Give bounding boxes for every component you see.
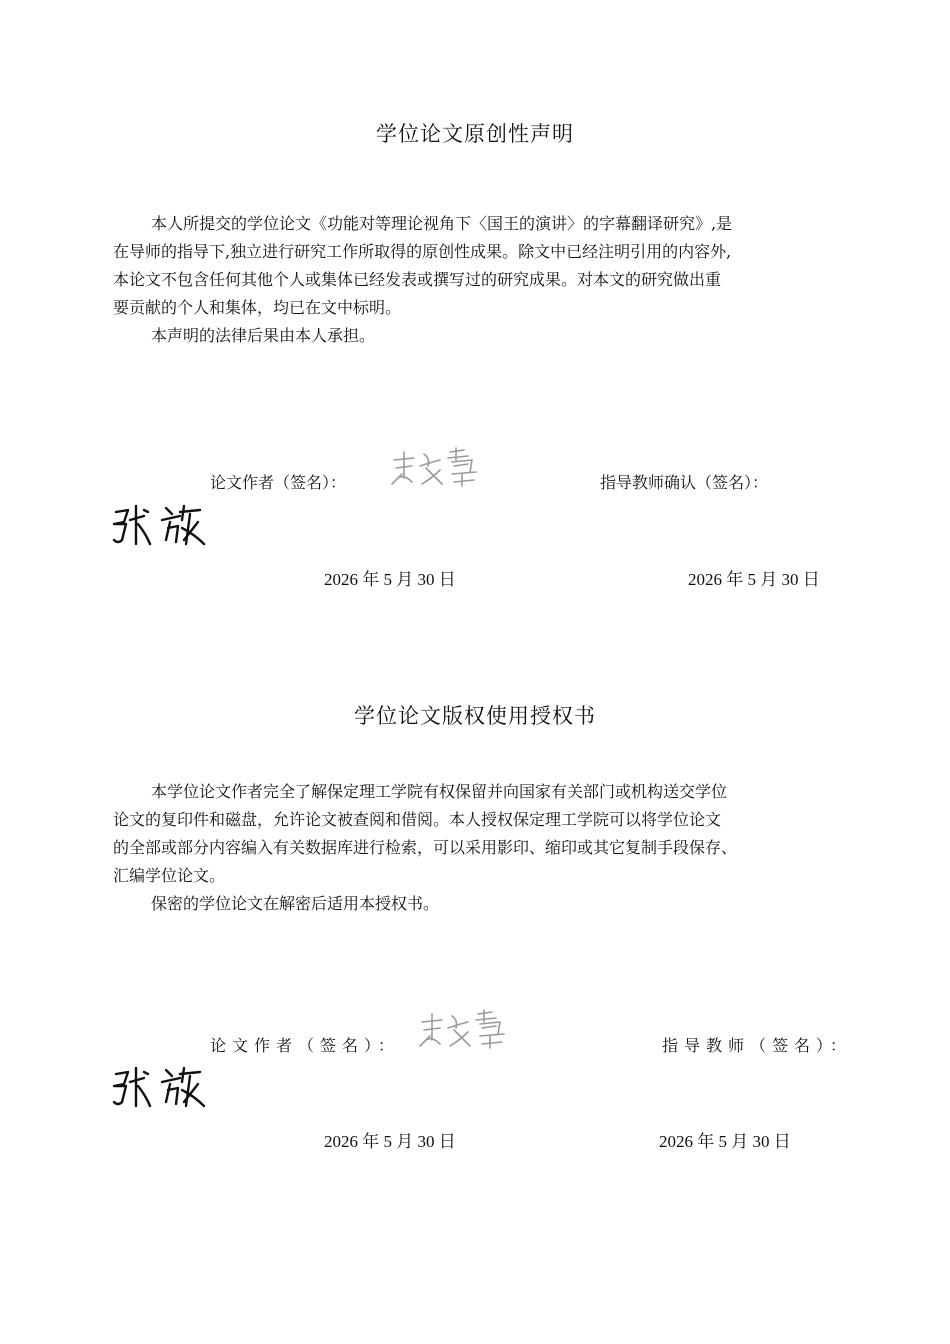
originality-line-1: 本人所提交的学位论文《功能对等理论视角下〈国王的演讲〉的字幕翻译研究》,是	[151, 214, 733, 233]
advisor-signature-1	[110, 500, 210, 552]
copyright-line-3: 的全部或部分内容编入有关数据库进行检索，可以采用影印、缩印或其它复制手段保存、	[113, 838, 738, 857]
copyright-advisor-label: 指导教师（签名）：	[662, 1036, 853, 1055]
copyright-line-4: 汇编学位论文。	[113, 866, 226, 885]
copyright-title: 学位论文版权使用授权书	[354, 704, 596, 728]
copyright-line-2: 论文的复印件和磁盘，允许论文被查阅和借阅。本人授权保定理工学院可以将学位论文	[113, 810, 722, 829]
originality-title: 学位论文原创性声明	[376, 122, 574, 146]
author-signature-2	[416, 1006, 512, 1052]
originality-line-3: 本论文不包含任何其他个人或集体已经发表或撰写过的研究成果。对本文的研究做出重	[113, 270, 722, 289]
copyright-secret-line: 保密的学位论文在解密后适用本授权书。	[151, 894, 440, 913]
copyright-body	[113, 778, 873, 918]
copyright-author-date: 2026 年 5 月 30 日	[324, 1132, 456, 1151]
originality-legal-line: 本声明的法律后果由本人承担。	[151, 326, 376, 345]
originality-author-date: 2026 年 5 月 30 日	[324, 570, 456, 589]
originality-advisor-date: 2026 年 5 月 30 日	[688, 570, 820, 589]
author-signature-1	[388, 444, 484, 490]
originality-line-2: 在导师的指导下,独立进行研究工作所取得的原创性成果。除文中已经注明引用的内容外,	[113, 242, 732, 261]
copyright-author-label: 论文作者（签名）：	[210, 1036, 401, 1055]
copyright-line-1: 本学位论文作者完全了解保定理工学院有权保留并向国家有关部门或机构送交学位	[151, 782, 728, 801]
originality-author-label: 论文作者（签名）：	[210, 473, 347, 492]
originality-advisor-label: 指导教师确认（签名）：	[600, 473, 769, 492]
copyright-advisor-date: 2026 年 5 月 30 日	[659, 1132, 791, 1151]
advisor-signature-2	[110, 1062, 210, 1114]
originality-line-4: 要贡献的个人和集体，均已在文中标明。	[113, 298, 402, 317]
originality-body	[113, 210, 873, 350]
